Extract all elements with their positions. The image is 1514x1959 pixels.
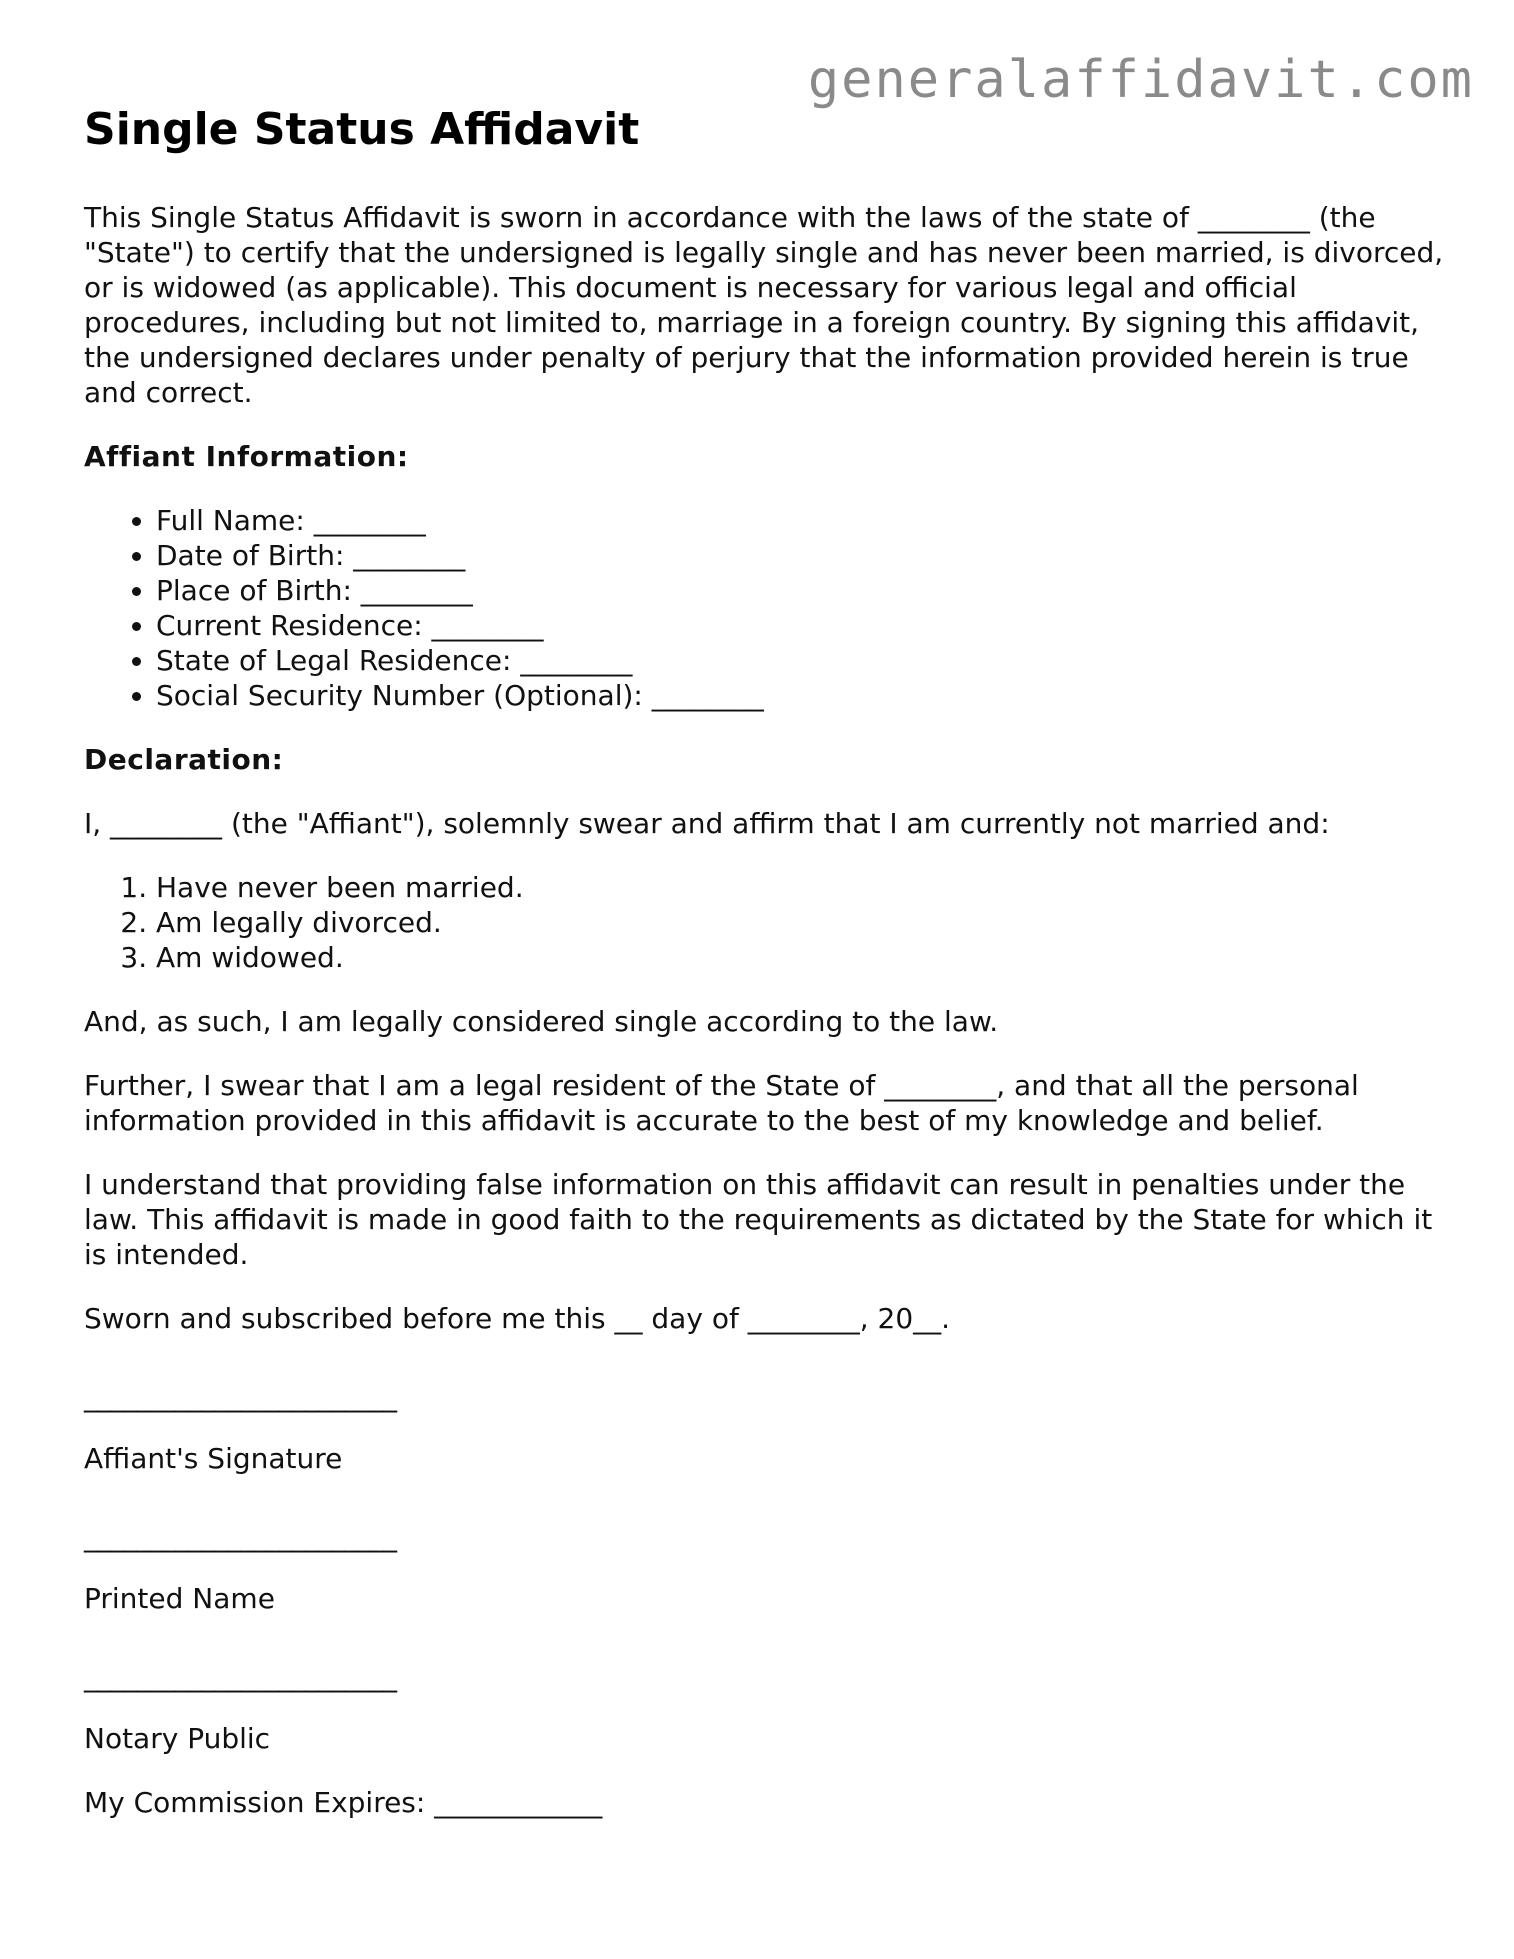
list-item-current-residence: • Current Residence: ________: [156, 608, 1444, 643]
spacer: [84, 1365, 1444, 1379]
list-item-social-security-number: • Social Security Number (Optional): ________: [156, 678, 1444, 713]
intro-paragraph: This Single Status Affidavit is sworn in accordance with the laws of the state of ________ (the "State") to certify that the undersigned is legally single and has never been married, is divorced, or is widowed (as applicable). This document is necessary for various legal and official procedures, including but not limited to, marriage in a foreign country. By signing this affidavit, the undersigned declares under penalty of perjury that the information provided herein is true and correct.: [84, 201, 1444, 409]
document-title: Single Status Affidavit: [84, 104, 640, 155]
residency-statement: Further, I swear that I am a legal resident of the State of ________, and that all the personal information provided in this affidavit is accurate to the best of my knowledge and belief.: [84, 1069, 1359, 1137]
affiant-signature-line: ________________________: [84, 1380, 396, 1413]
list-item-place-of-birth: • Place of Birth: ________: [156, 573, 1444, 608]
document-page: [84, 100, 1444, 1849]
declaration-statement: I, ________ (the "Affiant"), solemnly swear and affirm that I am currently not married and:: [84, 807, 1330, 840]
sworn-statement: Sworn and subscribed before me this __ day of ________, 20__.: [84, 1302, 951, 1335]
affiant-info-list: [84, 503, 1444, 713]
penalty-statement: I understand that providing false information on this affidavit can result in penalties under the law. This affidavit is made in good faith to the requirements as dictated by the State for which it is intended.: [84, 1168, 1433, 1271]
watermark-site-name: generalaffidavit.com: [807, 50, 1474, 110]
commission-expires: My Commission Expires: ____________: [84, 1786, 603, 1819]
declaration-options-list: [84, 870, 1444, 975]
spacer: [84, 1645, 1444, 1659]
option-widowed: 3. Am widowed.: [156, 940, 1444, 975]
list-item-date-of-birth: • Date of Birth: ________: [156, 538, 1444, 573]
declaration-conclusion: And, as such, I am legally considered single according to the law.: [84, 1005, 999, 1038]
option-never-married: 1. Have never been married.: [156, 870, 1444, 905]
list-item-full-name: • Full Name: ________: [156, 503, 1444, 538]
declaration-heading: Declaration:: [84, 743, 284, 776]
notary-public-label: Notary Public: [84, 1722, 271, 1755]
list-item-state-of-legal-residence: • State of Legal Residence: ________: [156, 643, 1444, 678]
option-divorced: 2. Am legally divorced.: [156, 905, 1444, 940]
notary-signature-line: ________________________: [84, 1660, 396, 1693]
printed-name-label: Printed Name: [84, 1582, 275, 1615]
affiant-signature-label: Affiant's Signature: [84, 1442, 343, 1475]
affiant-info-heading: Affiant Information:: [84, 440, 409, 473]
printed-name-line: ________________________: [84, 1520, 396, 1553]
spacer: [84, 1505, 1444, 1519]
